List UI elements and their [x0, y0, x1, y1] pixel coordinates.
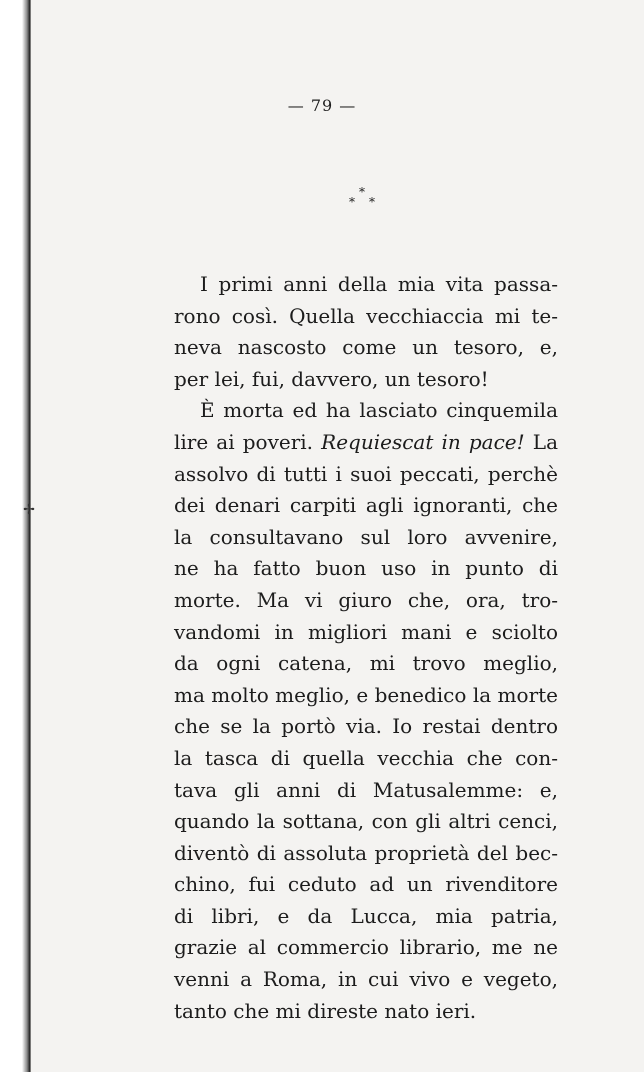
text-line: ma molto meglio, e benedico la morte: [174, 682, 558, 707]
latin-phrase: Requiescat in pace!: [321, 429, 525, 454]
text-line: ne ha fatto buon uso in punto di: [174, 556, 558, 581]
text-line: per lei, fui, davvero, un tesoro!: [174, 366, 489, 391]
text-line: neva nascosto come un tesoro, e,: [174, 335, 558, 360]
text-line: la consultavano sul loro avvenire,: [174, 524, 558, 549]
text-line: di libri, e da Lucca, mia patria,: [174, 903, 558, 928]
text-line: È morta ed ha lasciato cinquemila: [200, 398, 558, 423]
text-line: I primi anni della mia vita passa-: [200, 272, 558, 296]
text-line: [174, 427, 558, 459]
body-text: [174, 269, 558, 1027]
text-line: la tasca di quella vecchia che con-: [174, 745, 558, 770]
text-line: da ogni catena, mi trovo meglio,: [174, 651, 558, 676]
asterism-star-icon: *: [369, 195, 375, 209]
text-line: tanto che mi direste nato ieri.: [174, 998, 477, 1023]
asterism-star-icon: *: [359, 185, 365, 199]
text-line: morte. Ma vi giuro che, ora, tro-: [174, 587, 558, 612]
text-line: dei denari carpiti agli ignoranti, che: [174, 493, 558, 518]
text-line: venni a Roma, in cui vivo e vegeto,: [174, 967, 558, 992]
text-line: grazie al commercio librario, me ne: [174, 935, 558, 960]
page-number: — 79 —: [287, 96, 357, 115]
asterism-separator: [344, 186, 384, 216]
text-segment: La: [524, 429, 559, 454]
text-line: chino, fui ceduto ad un rivenditore: [174, 872, 558, 897]
text-line: tava gli anni di Matusalemme: e,: [174, 777, 558, 802]
text-line: assolvo di tutti i suoi peccati, perchè: [174, 461, 558, 486]
text-line: vandomi in migliori mani e sciolto: [174, 619, 558, 644]
text-line: quando la sottana, con gli altri cenci,: [174, 809, 558, 834]
text-segment: lire ai poveri.: [174, 429, 322, 454]
asterism-star-icon: *: [349, 195, 355, 209]
text-line: che se la portò via. Io restai dentro: [174, 714, 558, 739]
text-line: rono così. Quella vecchiaccia mi te-: [174, 303, 558, 328]
binding-ornament-icon: ✢: [23, 502, 35, 518]
binding-edge: [0, 0, 31, 1072]
text-line: diventò di assoluta proprietà del bec-: [174, 840, 558, 865]
